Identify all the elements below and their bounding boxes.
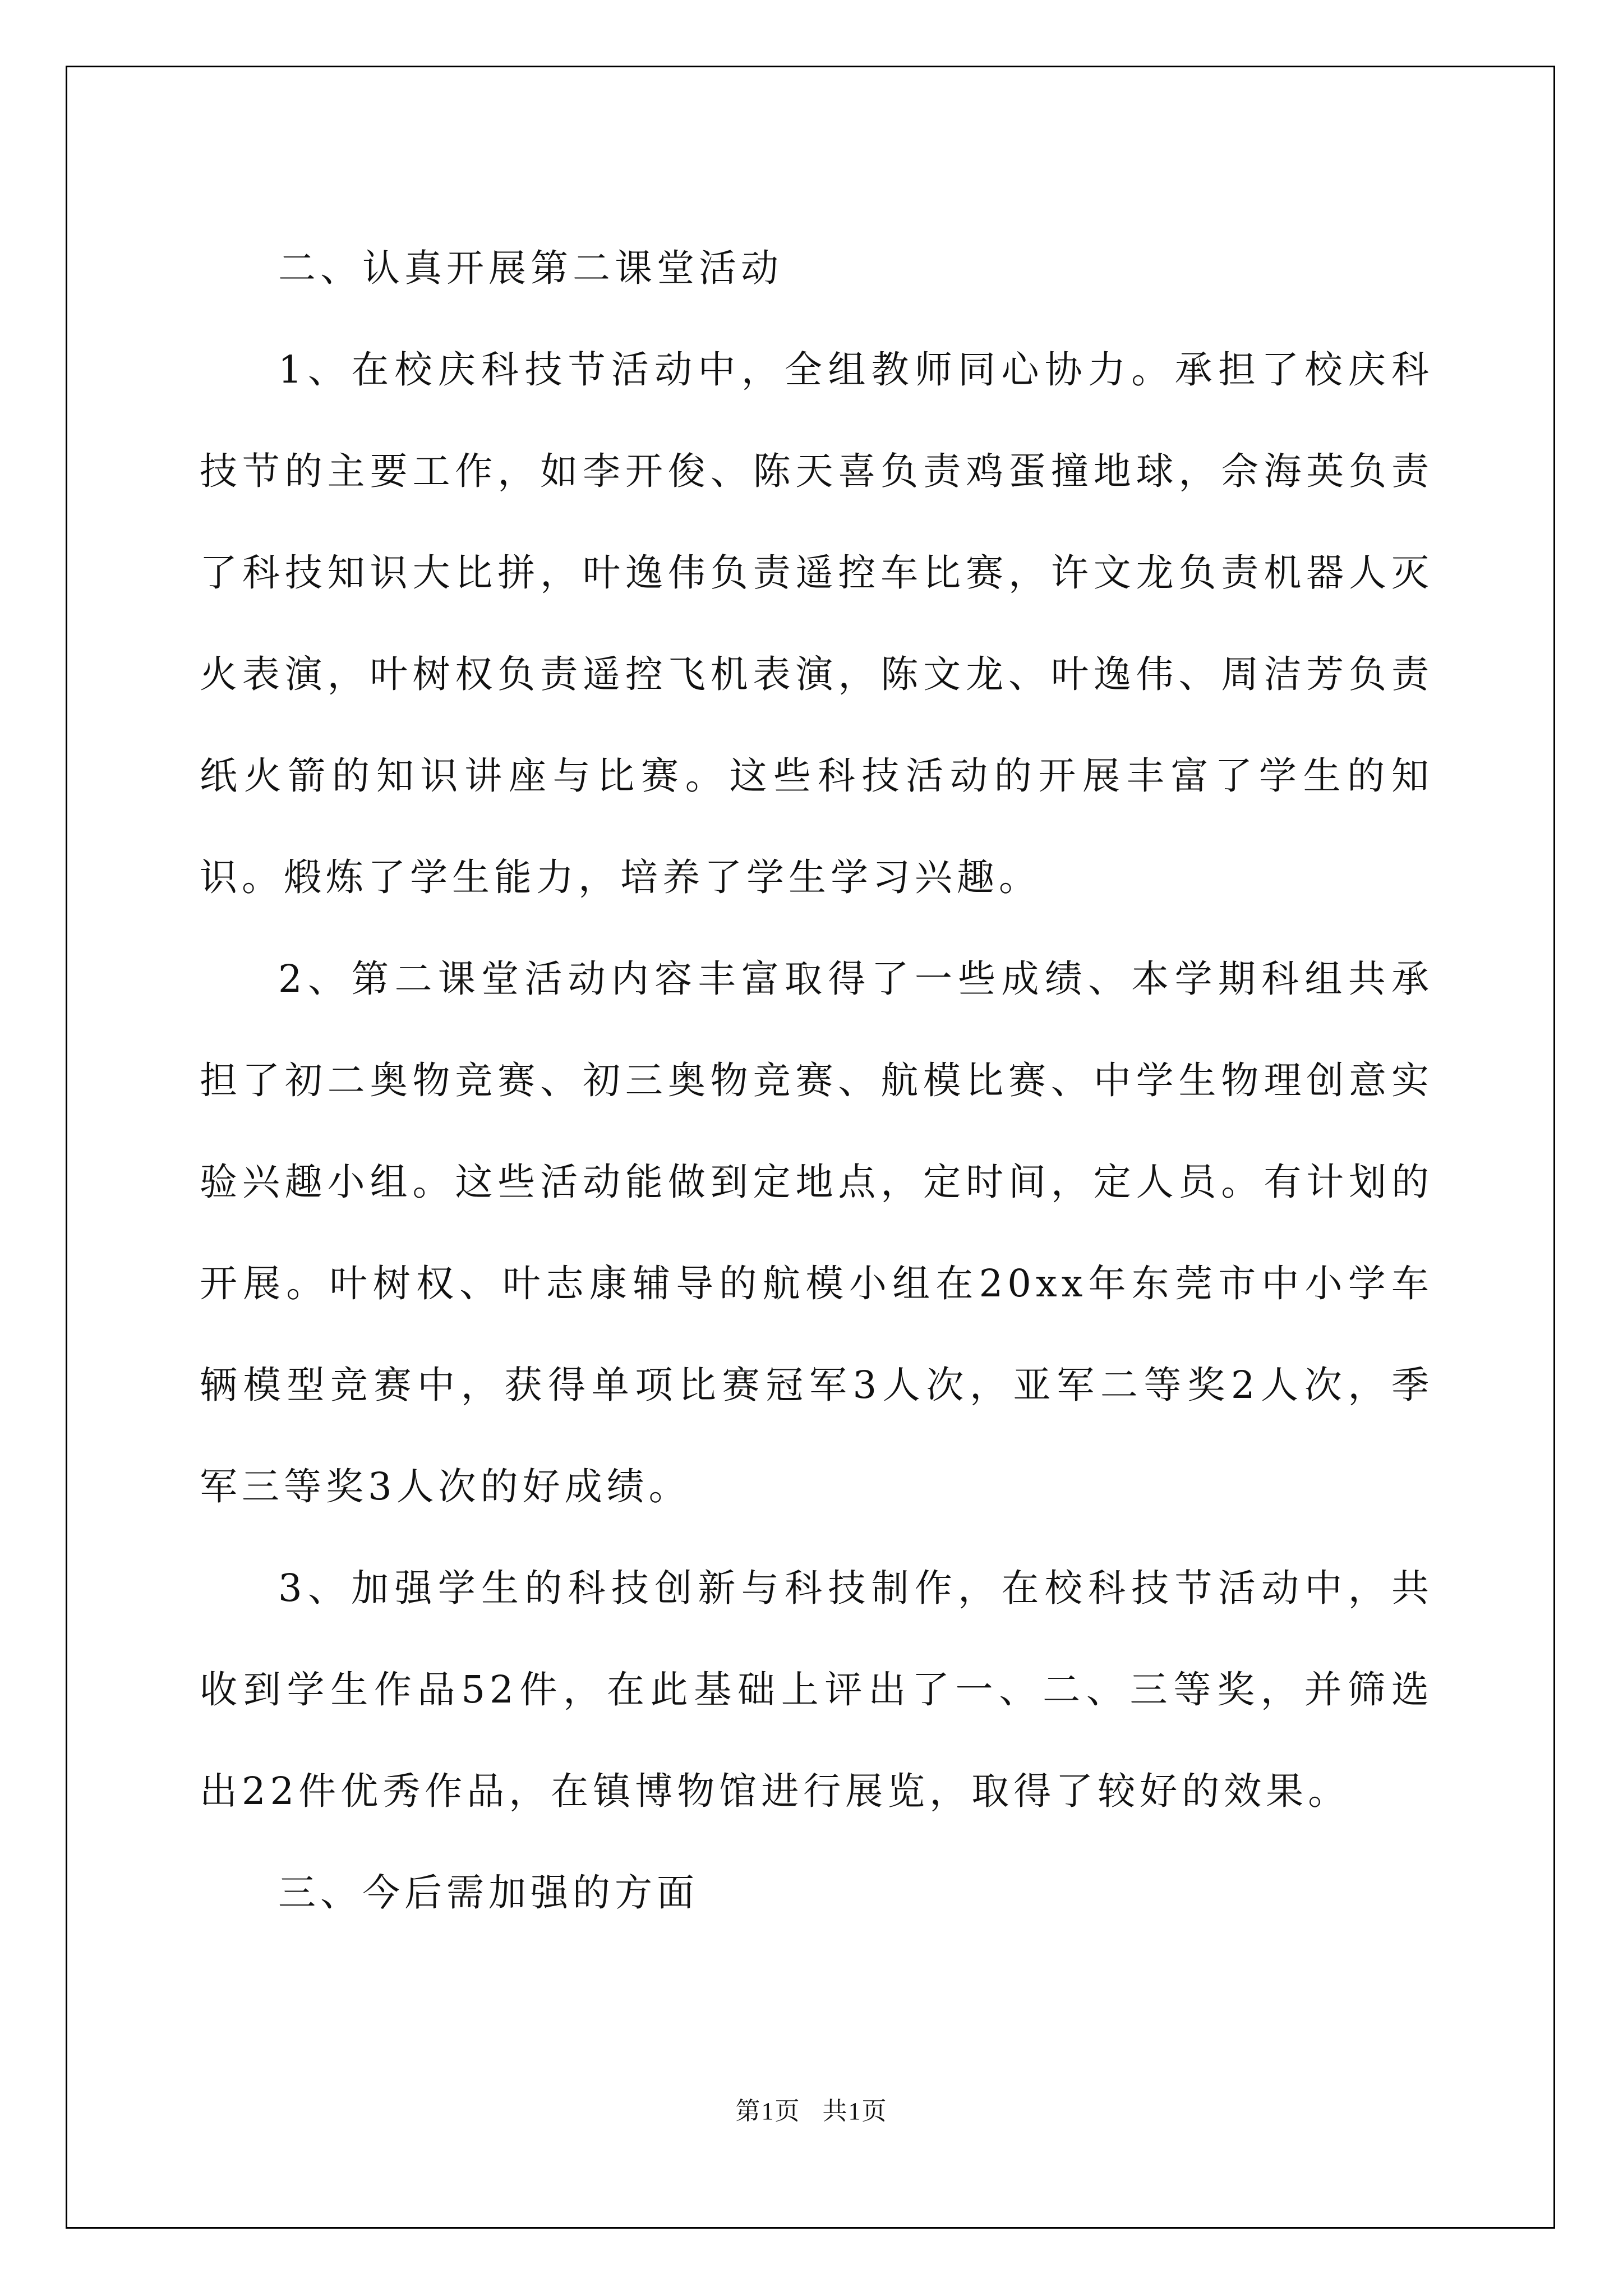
document-body (200, 218, 1433, 1944)
section-heading-3: 三、今后需加强的方面 (278, 1871, 699, 1915)
paragraph-2: 2、第二课堂活动内容丰富取得了一些成绩、本学期科组共承担了初二奥物竞赛、初三奥物竞赛、航模比赛、中学生物理创意实验兴趣小组。这些活动能做到定地点，定时间，定人员。有计划的开展。叶树权、叶志康辅导的航模小组在20xx年东莞市中小学车辆模型竞赛中，获得单项比赛冠军3人次，亚军二等奖2人次，季军三等奖3人次的好成绩。 (200, 957, 1433, 1508)
paragraph-3: 3、加强学生的科技创新与科技制作，在校科技节活动中，共收到学生作品52件，在此基础上评出了一、二、三等奖，并筛选出22件优秀作品，在镇博物馆进行展览，取得了较好的效果。 (200, 1566, 1433, 1813)
section-heading-2: 二、认真开展第二课堂活动 (278, 246, 783, 290)
page-number: 第1页 (735, 2097, 801, 2125)
page-footer (0, 2091, 1623, 2127)
page-total: 共1页 (822, 2097, 888, 2125)
paragraph-1: 1、在校庆科技节活动中，全组教师同心协力。承担了校庆科技节的主要工作，如李开俊、陈天喜负责鸡蛋撞地球，佘海英负责了科技知识大比拼，叶逸伟负责遥控车比赛，许文龙负责机器人灭火表演，叶树权负责遥控飞机表演，陈文龙、叶逸伟、周洁芳负责纸火箭的知识讲座与比赛。这些科技活动的开展丰富了学生的知识。煅炼了学生能力，培养了学生学习兴趣。 (200, 348, 1433, 899)
